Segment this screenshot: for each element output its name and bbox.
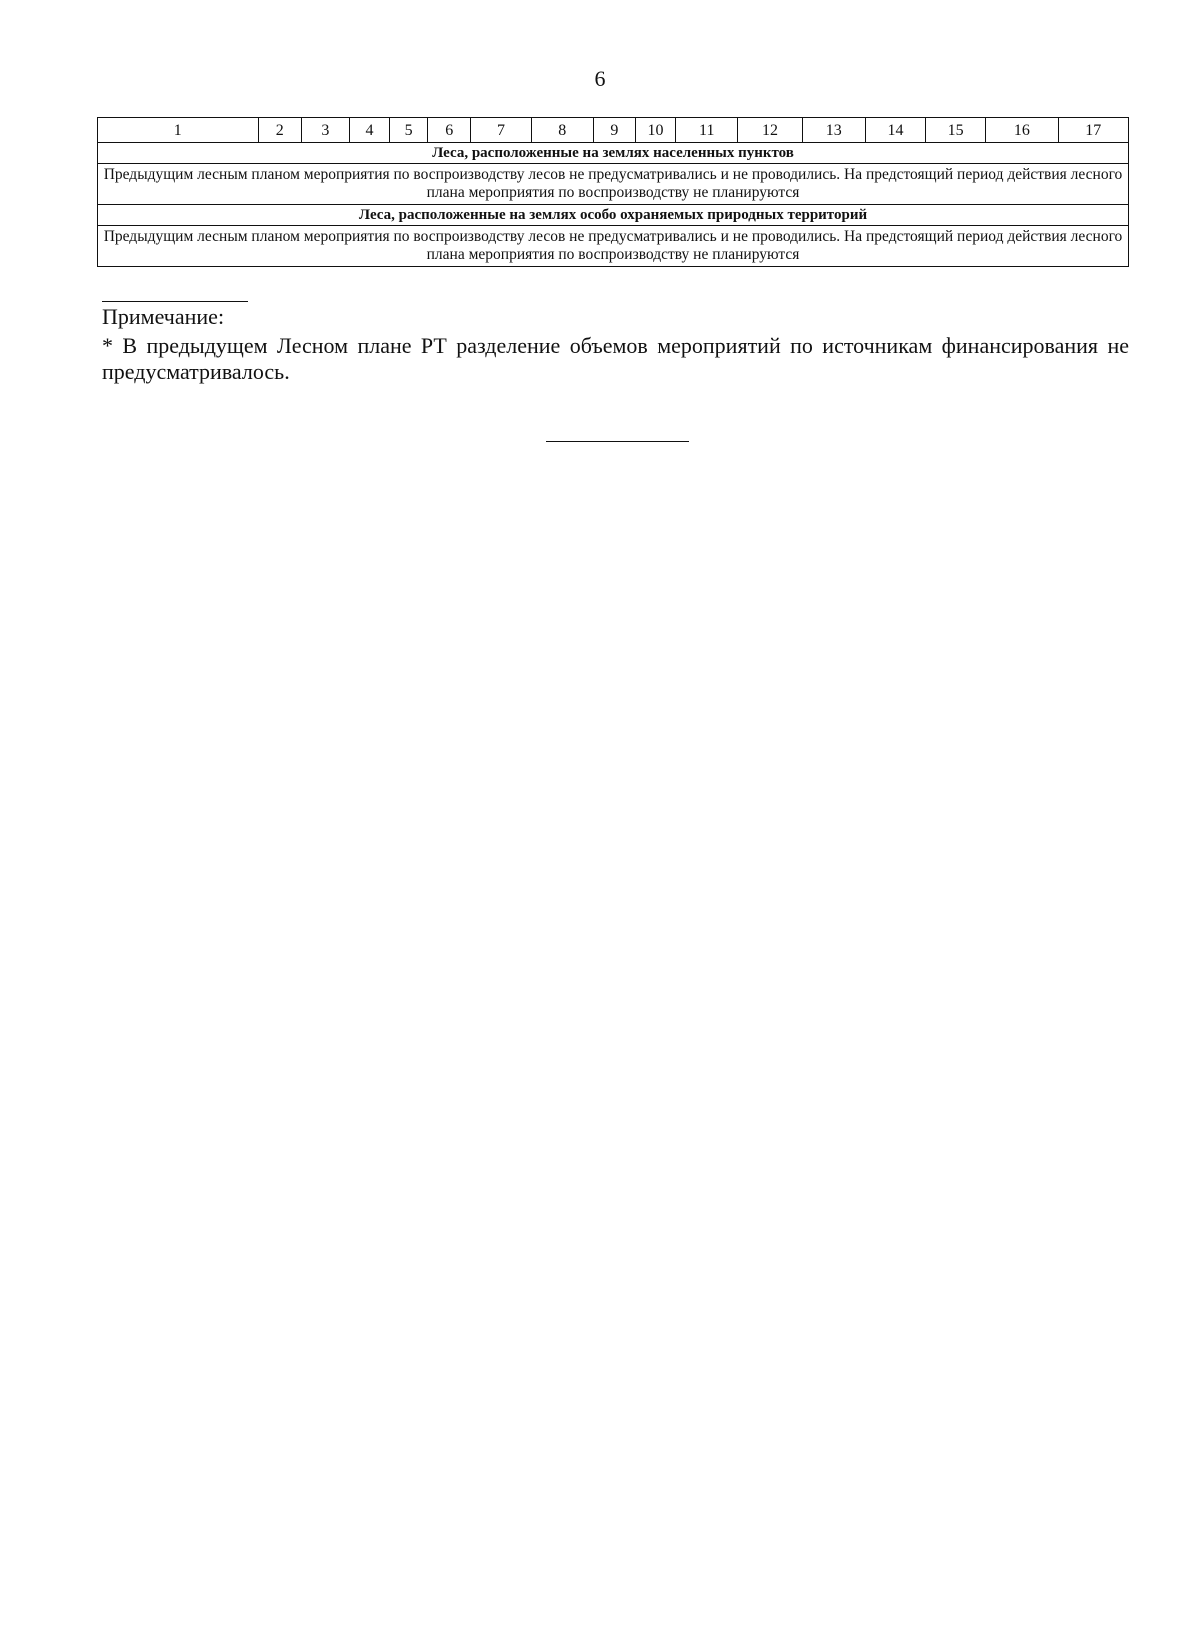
column-number-cell: 6	[428, 118, 471, 143]
measures-table	[97, 117, 1129, 267]
section-heading-settlements: Леса, расположенные на землях населенных пунктов	[98, 143, 1129, 164]
column-number-cell: 7	[471, 118, 531, 143]
section-text-row	[98, 226, 1129, 267]
column-number-cell: 2	[258, 118, 301, 143]
note-divider	[102, 301, 248, 302]
note-title: Примечание:	[102, 304, 225, 329]
section-text-settlements: Предыдущим лесным планом мероприятия по воспроизводству лесов не предусматривались и не проводились. На предстоящий период действия лесного плана мероприятия по воспроизводству не планируются	[98, 164, 1129, 205]
section-text-protected-areas: Предыдущим лесным планом мероприятия по воспроизводству лесов не предусматривались и не проводились. На предстоящий период действия лесного плана мероприятия по воспроизводству не планируются	[98, 226, 1129, 267]
column-number-cell: 11	[676, 118, 738, 143]
column-number-cell: 8	[531, 118, 593, 143]
column-number-cell: 3	[301, 118, 349, 143]
column-number-cell: 5	[390, 118, 428, 143]
section-heading-protected-areas: Леса, расположенные на землях особо охраняемых природных территорий	[98, 205, 1129, 226]
section-heading-row	[98, 205, 1129, 226]
column-number-cell: 4	[349, 118, 389, 143]
note-text: * В предыдущем Лесном плане РТ разделение объемов мероприятий по источникам финансирования не предусматривалось.	[102, 333, 1129, 384]
column-number-cell: 9	[593, 118, 635, 143]
column-number-cell: 15	[926, 118, 986, 143]
column-number-cell: 12	[738, 118, 802, 143]
column-number-cell: 13	[802, 118, 865, 143]
column-number-cell: 14	[865, 118, 925, 143]
column-number-cell: 10	[635, 118, 675, 143]
end-divider	[546, 441, 689, 442]
column-number-cell: 1	[98, 118, 259, 143]
page-number: 6	[594, 66, 606, 91]
section-heading-row	[98, 143, 1129, 164]
column-number-row	[98, 118, 1129, 143]
section-text-row	[98, 164, 1129, 205]
column-number-cell: 16	[986, 118, 1058, 143]
column-number-cell: 17	[1058, 118, 1128, 143]
